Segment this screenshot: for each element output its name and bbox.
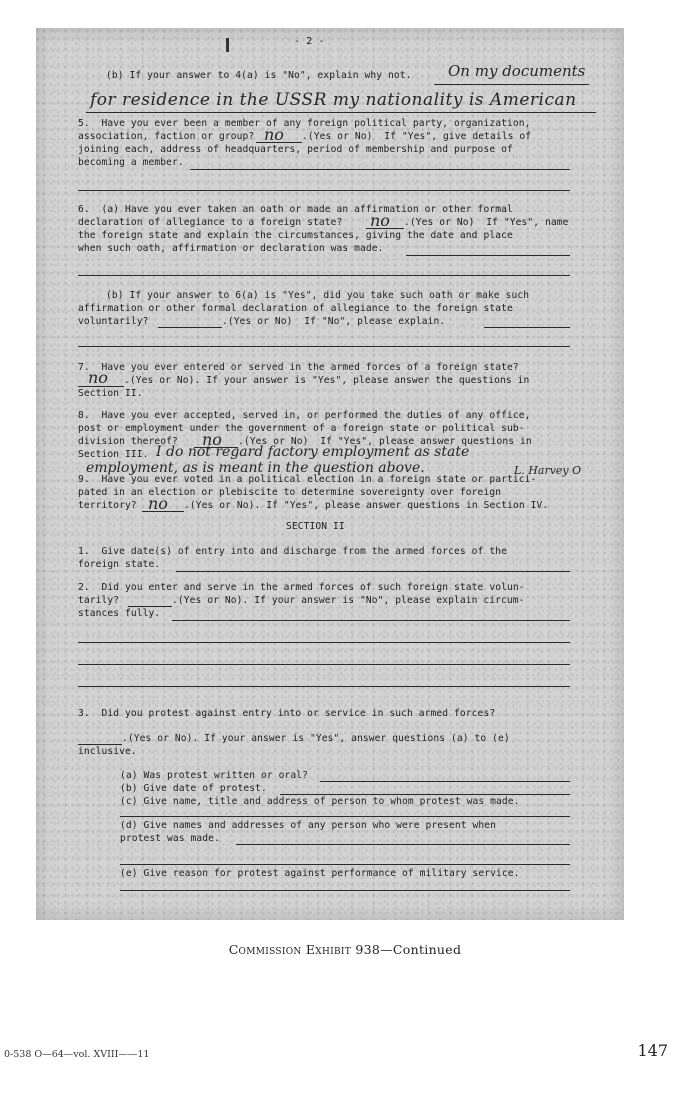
q5-line-1: 5. Have you ever been a member of any foreign political party, organization, [78, 118, 531, 129]
q6-answer: no [370, 211, 390, 230]
exhibit-caption [0, 942, 690, 957]
q6-line-2b: .(Yes or No) If "Yes", name [404, 217, 569, 228]
s3-line-1: 3. Did you protest against entry into or service in such armed forces? [78, 708, 496, 719]
answer-line [78, 686, 570, 687]
s2-line-3: stances fully. [78, 608, 161, 619]
s3d-line-1: (d) Give names and addresses of any person who were present when [120, 820, 497, 831]
q9-answer: no [148, 494, 168, 513]
answer-line [86, 112, 596, 113]
page-number-footer: 147 [637, 1041, 668, 1060]
q6b-line-2: affirmation or other formal declaration of allegiance to the foreign state [78, 303, 513, 314]
answer-line [78, 664, 570, 665]
q6b-line-3b: .(Yes or No) If "No", please explain. [222, 316, 446, 327]
q5-answer: no [264, 125, 284, 144]
s1-line-1: 1. Give date(s) of entry into and discharge from the armed forces of the [78, 546, 507, 557]
answer-line [78, 744, 122, 745]
answer-line [320, 781, 570, 782]
s3a-text: (a) Was protest written or oral? [120, 770, 309, 781]
answer-line [128, 606, 172, 607]
q8-initials: L. Harvey O [514, 464, 582, 477]
s3-line-2b: .(Yes or No). If your answer is "Yes", answer questions (a) to (e) [122, 733, 510, 744]
q6-line-3: the foreign state and explain the circumstances, giving the date and place [78, 230, 513, 241]
s3b-text: (b) Give date of protest. [120, 783, 267, 794]
q7-line-1: 7. Have you ever entered or served in the armed forces of a foreign state? [78, 362, 519, 373]
q8-line-2: post or employment under the government of a foreign state or political sub- [78, 423, 525, 434]
answer-line [120, 890, 570, 891]
answer-line [142, 511, 184, 512]
s2-line-2: tarily? [78, 595, 120, 606]
q7-line-2b: .(Yes or No). If your answer is "Yes", please answer the questions in [124, 375, 530, 386]
q4b-handwriting-1: On my documents [448, 62, 586, 80]
q6-line-1: 6. (a) Have you ever taken an oath or made an affirmation or other formal [78, 204, 513, 215]
q6b-line-1: (b) If your answer to 6(a) is "Yes", did you take such oath or make such [106, 290, 530, 301]
s2-line-2b: .(Yes or No). If your answer is "No", please explain circum- [172, 595, 525, 606]
q7-answer: no [88, 368, 108, 387]
answer-line [434, 84, 589, 85]
q8-line-4: Section III. [78, 449, 149, 460]
caption-suffix: —Continued [380, 942, 462, 957]
q9-line-2: pated in an election or plebiscite to determine sovereignty over foreign [78, 487, 502, 498]
print-code: 0-538 O—64—vol. XVIII——11 [4, 1049, 150, 1060]
answer-line [78, 275, 570, 276]
q5-line-2b: .(Yes or No) If "Yes", give details of [302, 131, 532, 142]
q8-note-1: I do not regard factory employment as state [156, 444, 470, 460]
q8-answer: no [202, 430, 222, 449]
q6-line-4: when such oath, affirmation or declaration was made. [78, 243, 384, 254]
q9-line-1: 9. Have you ever voted in a political election in a foreign state or partici- [78, 474, 537, 485]
punch-mark [226, 38, 229, 52]
q8-line-3: division thereof? [78, 436, 178, 447]
s2-line-1: 2. Did you enter and serve in the armed forces of such foreign state volun- [78, 582, 525, 593]
s1-line-2: foreign state. [78, 559, 161, 570]
answer-line [120, 864, 570, 865]
q5-line-3: joining each, address of headquarters, period of membership and purpose of [78, 144, 513, 155]
answer-line [236, 844, 570, 845]
q8-line-1: 8. Have you ever accepted, served in, or performed the duties of any office, [78, 410, 531, 421]
section-ii-heading: SECTION II [286, 521, 345, 532]
q6b-line-3: voluntarily? [78, 316, 149, 327]
caption-label: Commission Exhibit 938 [228, 942, 381, 957]
q4b-text: (b) If your answer to 4(a) is "No", explain why not. [106, 70, 412, 81]
q9-line-3b: .(Yes or No). If "Yes", please answer questions in Section IV. [184, 500, 549, 511]
answer-line [78, 190, 570, 191]
s3e-text: (e) Give reason for protest against performance of military service. [120, 868, 520, 879]
q8-line-3b: .(Yes or No) If "Yes", please answer questions in [238, 436, 532, 447]
q6-line-2: declaration of allegiance to a foreign state? [78, 217, 343, 228]
answer-line [78, 346, 570, 347]
answer-line [176, 571, 570, 572]
answer-line [406, 255, 570, 256]
s3d-line-2: protest was made. [120, 833, 220, 844]
answer-line [190, 169, 570, 170]
q5-line-4: becoming a member. [78, 157, 184, 168]
answer-line [280, 794, 570, 795]
s3c-text: (c) Give name, title and address of person to whom protest was made. [120, 796, 520, 807]
answer-line [366, 228, 404, 229]
q8-note-2: employment, as is meant in the question above. [86, 460, 425, 476]
answer-line [256, 142, 302, 143]
q5-line-2: association, faction or group? [78, 131, 255, 142]
answer-line [120, 816, 570, 817]
answer-line [484, 327, 570, 328]
q9-line-3: territory? [78, 500, 137, 511]
answer-line [158, 327, 222, 328]
answer-line [78, 386, 124, 387]
answer-line [172, 620, 570, 621]
scanned-document [36, 28, 624, 920]
q7-line-3: Section II. [78, 388, 143, 399]
q4b-handwriting-2: for residence in the USSR my nationality is American [90, 90, 577, 110]
page-number: - 2 - [294, 36, 325, 47]
s3-line-3: inclusive. [78, 746, 137, 757]
answer-line [78, 642, 570, 643]
